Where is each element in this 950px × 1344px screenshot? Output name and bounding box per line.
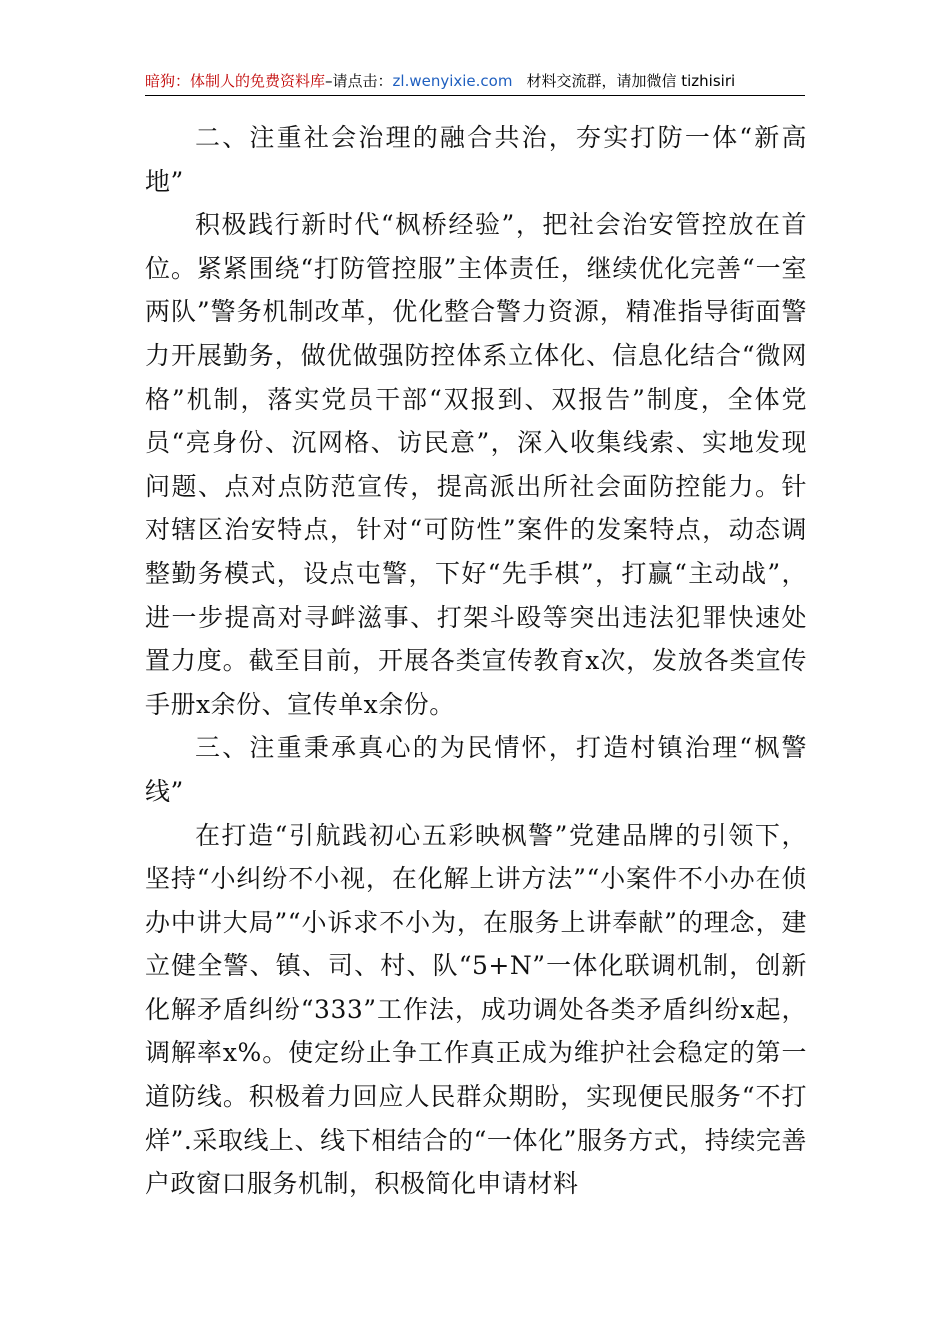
- body-paragraph: 积极践行新时代“枫桥经验”，把社会治安管控放在首位。紧紧围绕“打防管控服”主体责任，继续优化完善“一室两队”警务机制改革，优化整合警力资源，精准指导街面警力开展勤务，做优做强防控体系立体化、信息化结合“微网格”机制，落实党员干部“双报到、双报告”制度，全体党员“亮身份、沉网格、访民意”，深入收集线索、实地发现问题、点对点防范宣传，提高派出所社会面防控能力。针对辖区治安特点，针对“可防性”案件的发案特点，动态调整勤务模式，设点屯警，下好“先手棋”，打赢“主动战”，进一步提高对寻衅滋事、打架斗殴等突出违法犯罪快速处置力度。截至目前，开展各类宣传教育x次，发放各类宣传手册x余份、宣传单x余份。: [145, 210, 807, 719]
- header-click-prompt: –请点击：: [325, 72, 393, 90]
- header-site-name: 暗狗：体制人的免费资料库: [145, 72, 326, 90]
- header-url-link[interactable]: zl.wenyixie.com: [392, 72, 513, 90]
- document-body: [145, 116, 807, 1206]
- header-group-note: 材料交流群，请加微信 tizhisiri: [526, 72, 736, 90]
- section-heading-3: 三、注重秉承真心的为民情怀，打造村镇治理“枫警线”: [145, 733, 807, 806]
- body-paragraph: 在打造“引航践初心五彩映枫警”党建品牌的引领下，坚持“小纠纷不小视，在化解上讲方法”“小案件不小办在侦办中讲大局”“小诉求不小为，在服务上讲奉献”的理念，建立健全警、镇、司、村、队“5+N”一体化联调机制，创新化解矛盾纠纷“333”工作法，成功调处各类矛盾纠纷x起，调解率x%。使定纷止争工作真正成为维护社会稳定的第一道防线。积极着力回应人民群众期盼，实现便民服务“不打烊”.采取线上、线下相结合的“一体化”服务方式，持续完善户政窗口服务机制，积极简化申请材料: [145, 820, 807, 1199]
- header-divider: [145, 95, 805, 96]
- section-heading-2: 二、注重社会治理的融合共治，夯实打防一体“新高地”: [145, 123, 807, 196]
- page-header: [145, 68, 805, 94]
